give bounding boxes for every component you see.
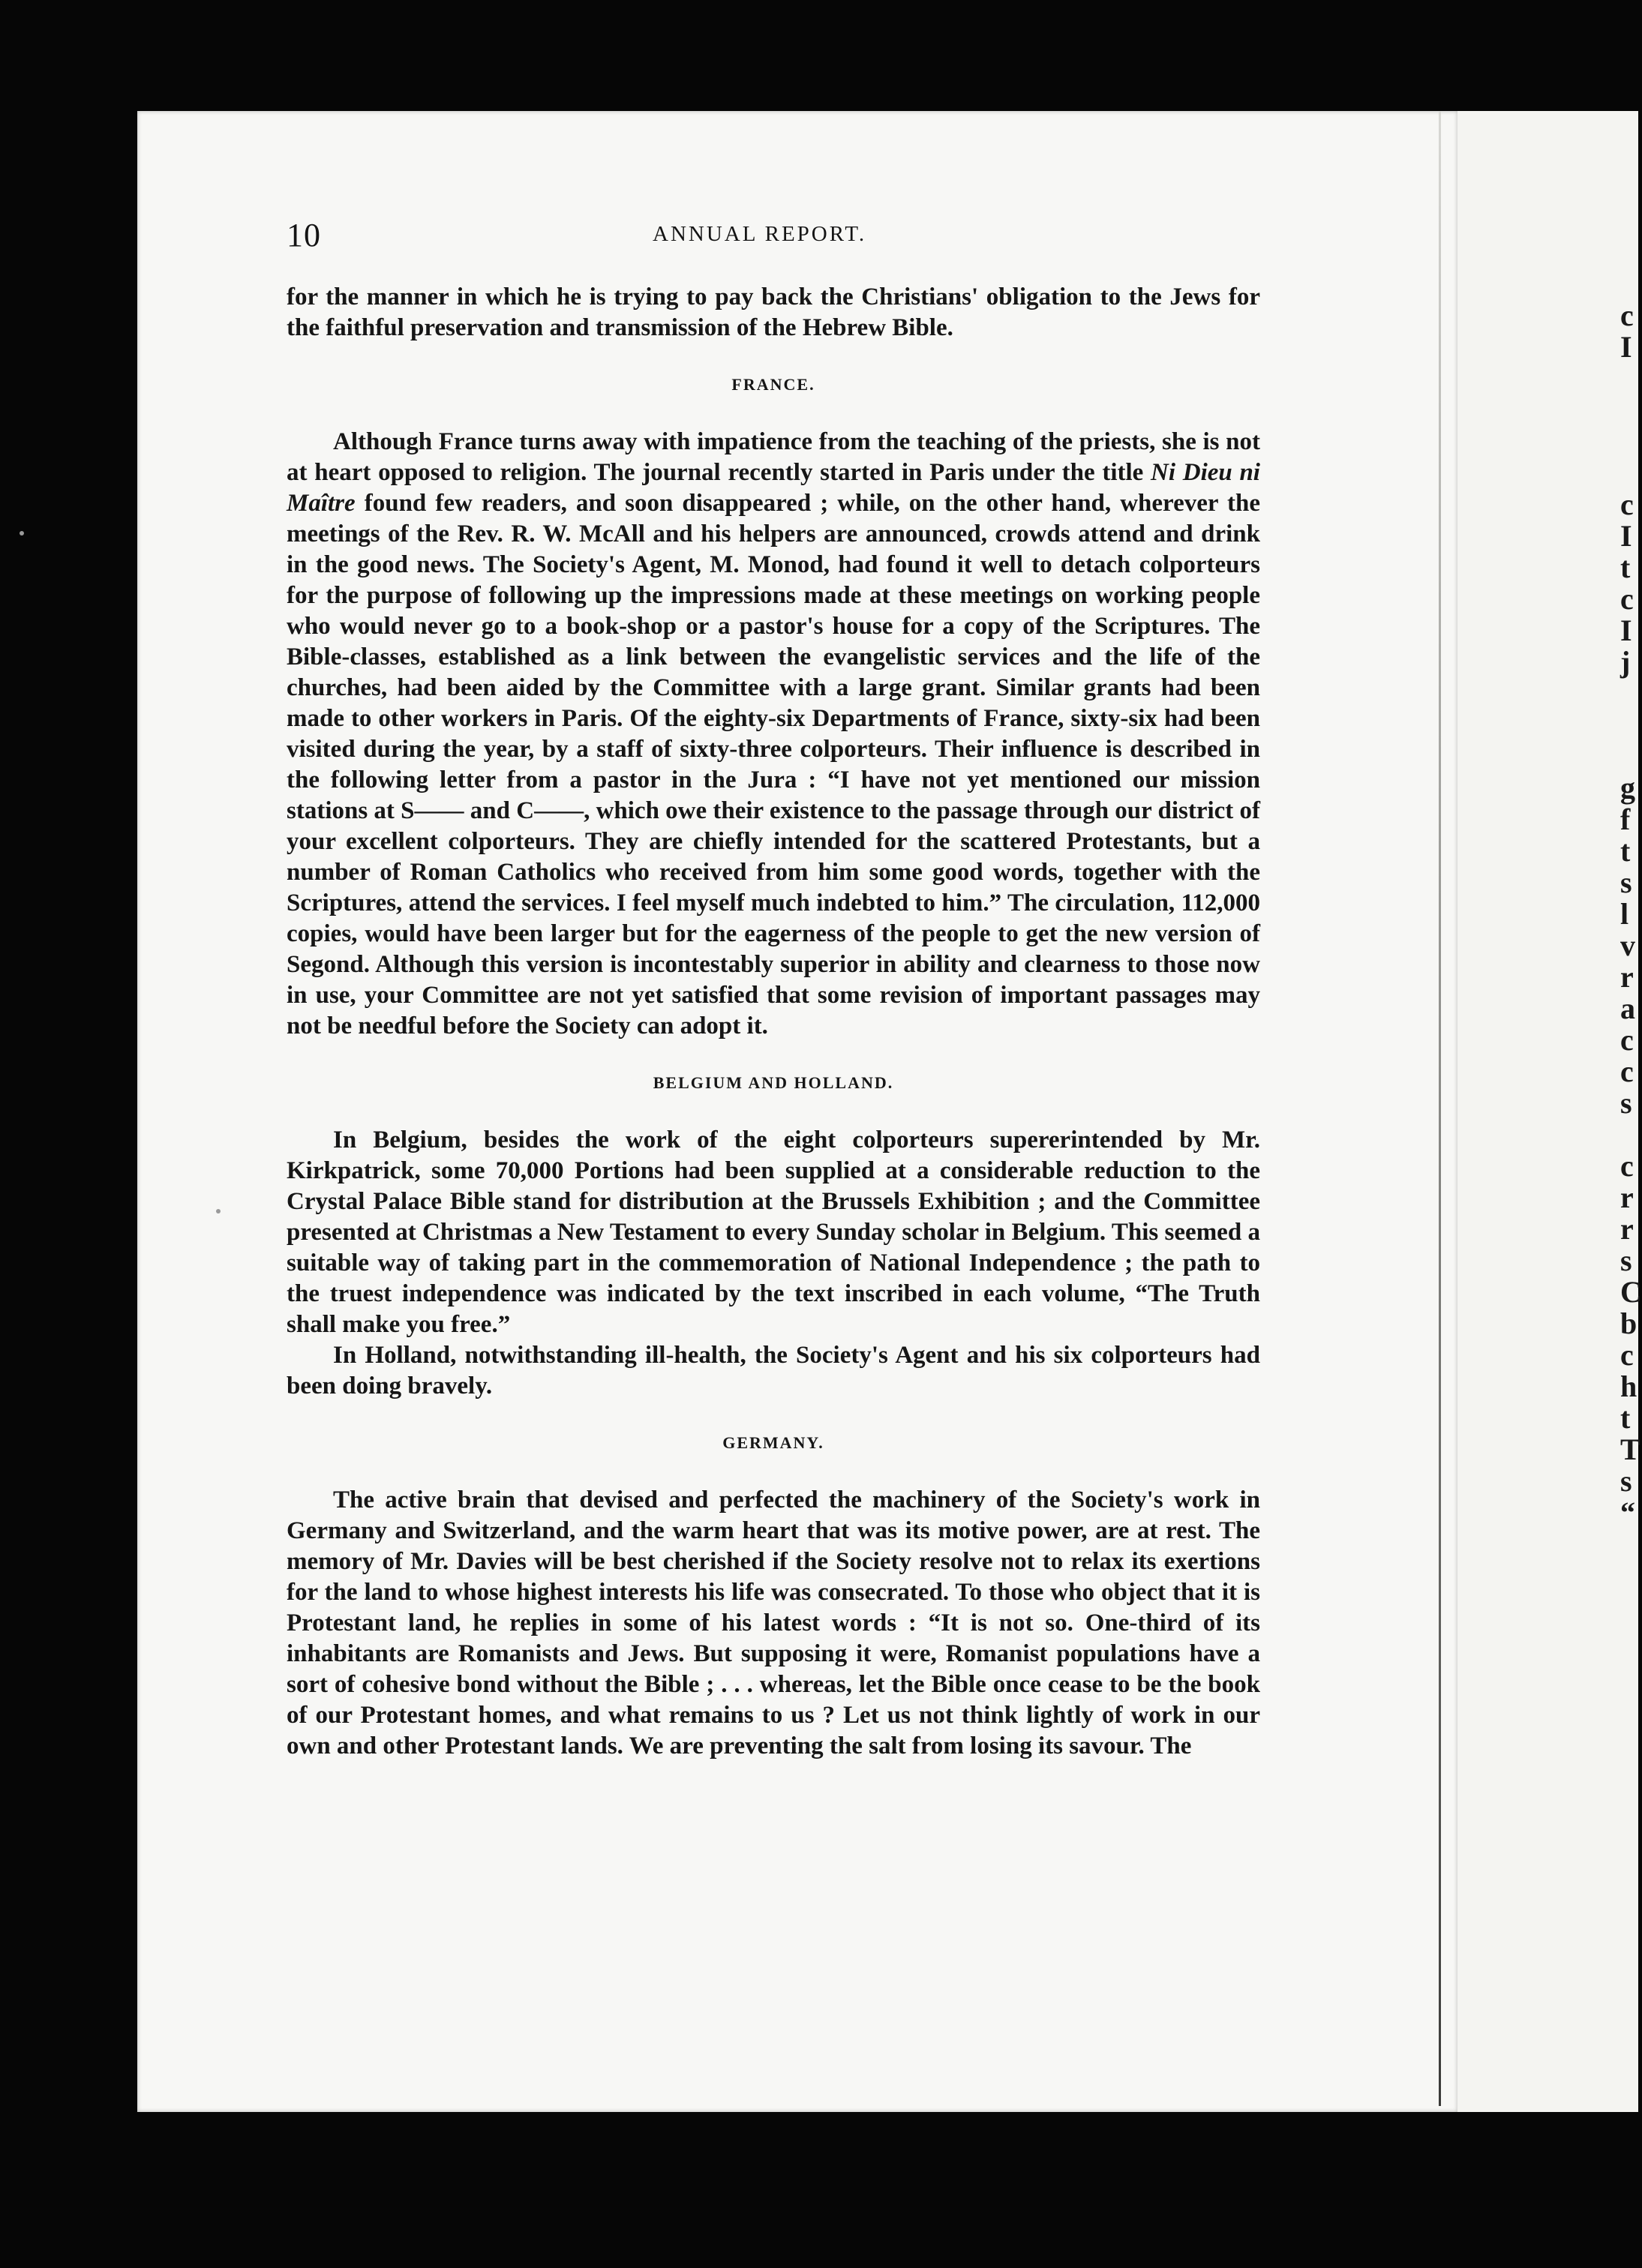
scan-speck xyxy=(20,531,24,536)
scan-speck xyxy=(216,1209,221,1214)
france-text-start: Although France turns away with impatience from the teaching of the priests, she is not at heart opposed to religion. The journal recently started in Paris under the title xyxy=(287,428,1260,486)
section-heading-france: FRANCE. xyxy=(731,375,815,394)
france-paragraph xyxy=(287,427,1260,1042)
facing-page-fragments: c I c I t c I j g f t s l v r a c c s c r r s C b c h t T s “ xyxy=(1620,298,1642,1529)
opening-paragraph: for the manner in which he is trying to pay back the Christians' obligation to the Jews for the faithful preservation and transmission of the Hebrew Bible. xyxy=(287,284,1260,341)
france-text-end: found few readers, and soon disappeared ; while, on the other hand, wherever the meetings of the Rev. R. W. McAll and his helpers are announced, crowds attend and drink in the good news. The Society's Agent, M. Monod, had found it well to detach colporteurs for the purpose of following up the impressions made at these meetings on working people who would never go to a book-shop or a pastor's house for a copy of the Scriptures. The Bible-classes, established as a link between the evangelistic services and the life of the churches, had been aided by the Committee with a large grant. Similar grants had been made to other workers in Paris. Of the eighty-six Departments of France, sixty-six had been visited during the year, by a staff of sixty-three colporteurs. Their influence is described in the following letter from a pastor in the Jura : “I have not yet mentioned our mission stations at S—— and C——, which owe their existence to the passage through our district of your excellent colporteurs. They are chiefly intended for the scattered Protestants, but a number of Roman Catholics who received from him some good words, together with the Scriptures, attend the services. I feel myself much indebted to him.” The circulation, 112,000 copies, would have been larger but for the eagerness of the people to get the new version of Segond. Although this version is incontestably superior in ability and clearness to those now in use, your Committee are not yet satisfied that some revision of important passages may not be needful before the Society can adopt it. xyxy=(287,490,1261,1040)
germany-paragraph: The active brain that devised and perfected the machinery of the Society's work in Germany and Switzerland, and the warm heart that was its motive power, are at rest. The memory of Mr. Davies will be best cherished if the Society resolve not to relax its exertions for the land to whose highest interests his life was consecrated. To those who object that it is Protestant land, he replies in some of his latest words : “It is not so. One-third of its inhabitants are Romanists and Jews. But supposing it were, Romanist populations have a sort of cohesive bond without the Bible ; . . . whereas, let the Bible once cease to be the book of our Protestant homes, and what remains to us ? Let us not think lightly of work in our own and other Protestant lands. We are preventing the salt from losing its savour. The xyxy=(287,1486,1260,1760)
facing-page-edge xyxy=(1457,111,1642,2112)
journal-title: Ni Dieu ni Maître xyxy=(287,459,1260,517)
running-head: ANNUAL REPORT. xyxy=(653,222,867,246)
gutter-line xyxy=(1439,111,1441,2106)
section-heading-belgium-holland: BELGIUM AND HOLLAND. xyxy=(653,1073,894,1092)
page-number: 10 xyxy=(287,217,321,254)
holland-paragraph: In Holland, notwithstanding ill-health, the Society's Agent and his six colporteurs had been doing bravely. xyxy=(287,1342,1260,1400)
report-body xyxy=(287,282,1260,1762)
belgium-paragraph: In Belgium, besides the work of the eight colporteurs supererintended by Mr. Kirkpatrick, some 70,000 Portions had been supplied at a considerable reduction to the Crystal Palace Bible stand for distribution at the Brussels Exhibition ; and the Committee presented at Christmas a New Testament to every Sunday scholar in Belgium. This seemed a suitable way of taking part in the commemoration of National Independence ; the path to the truest independence was indicated by the text inscribed in each volume, “The Truth shall make you free.” xyxy=(287,1126,1260,1338)
section-heading-germany: GERMANY. xyxy=(722,1433,824,1452)
page-header xyxy=(287,216,1262,261)
